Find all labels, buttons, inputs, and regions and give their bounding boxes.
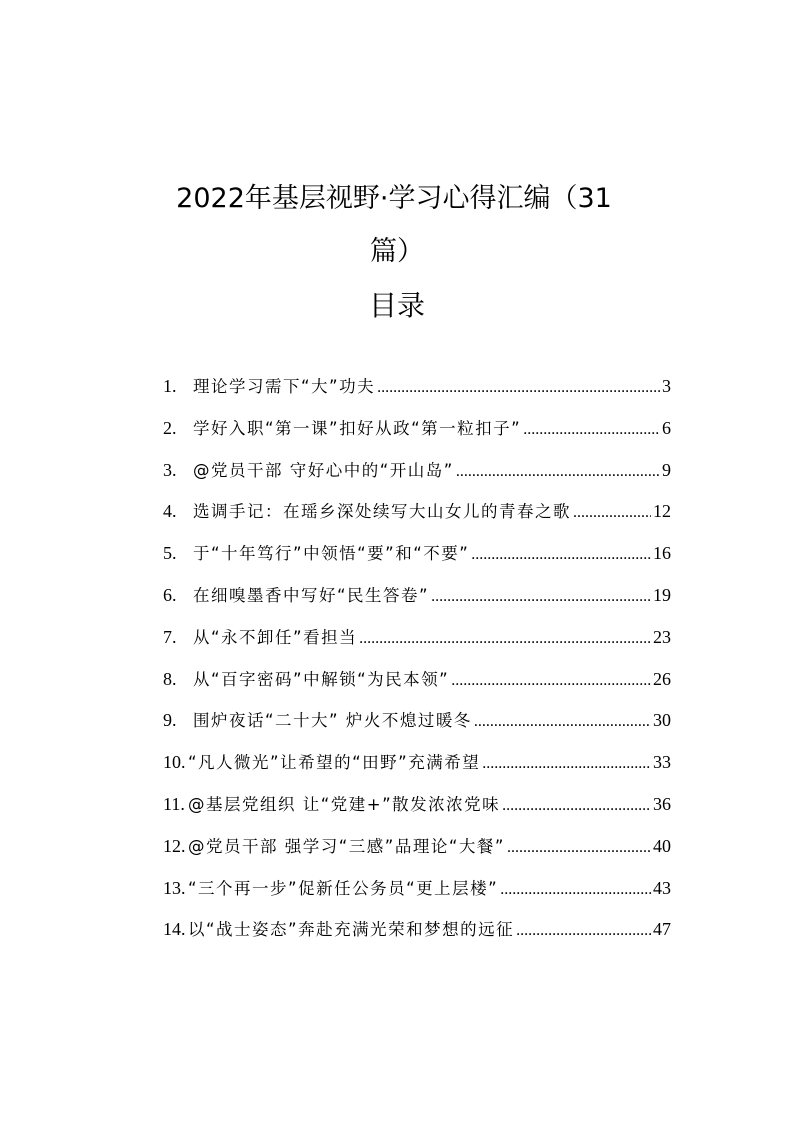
toc-dot-leader [471, 540, 651, 570]
toc-entry-number: 13. [163, 877, 186, 898]
toc-entry[interactable] [163, 622, 671, 664]
toc-entry-number: 2. [163, 417, 177, 438]
toc-entry[interactable] [163, 496, 671, 538]
toc-entry[interactable] [163, 664, 671, 706]
toc-entry[interactable] [163, 914, 671, 956]
toc-entry-page-number: 23 [653, 626, 671, 647]
toc-dot-leader [507, 833, 651, 863]
toc-entry-title: 从“永不卸任”看担当 [193, 627, 358, 647]
toc-dot-leader [431, 582, 651, 612]
toc-entry[interactable] [163, 873, 671, 915]
toc-entry-title: 以“战士姿态”奔赴充满光荣和梦想的远征 [188, 920, 515, 940]
toc-entry-number: 1. [163, 376, 177, 396]
toc-entry-number: 7. [163, 626, 177, 647]
toc-entry-page-number: 47 [653, 919, 671, 940]
toc-entry-title: @党员干部 守好心中的“开山岛” [193, 460, 454, 480]
toc-entry[interactable] [163, 538, 671, 580]
toc-entry[interactable] [163, 455, 671, 497]
toc-entry-title: “三个再一步”促新任公务员“更上层楼” [188, 878, 499, 898]
toc-dot-leader [573, 498, 651, 528]
toc-entry-number: 9. [163, 710, 177, 731]
toc-dot-leader [523, 415, 660, 445]
toc-entry-title: 理论学习需下“大”功夫 [193, 377, 376, 396]
toc-entry-title: 从“百字密码”中解锁“为民本领” [193, 669, 450, 689]
toc-entry-number: 11. [163, 793, 185, 814]
toc-dot-leader [451, 666, 651, 696]
toc-dot-leader [377, 373, 660, 403]
toc-entry-number: 8. [163, 668, 177, 689]
toc-entry-title: “凡人微光”让希望的“田野”充满希望 [188, 753, 481, 773]
toc-entry-number: 5. [163, 543, 177, 564]
toc-dot-leader [359, 624, 651, 654]
toc-entry-title: 选调手记：在瑶乡深处续写大山女儿的青春之歌 [193, 502, 571, 522]
toc-dot-leader [482, 749, 651, 779]
toc-entry-title: @党员干部 强学习“三感”品理论“大餐” [188, 836, 505, 856]
table-of-contents [163, 371, 671, 956]
toc-entry-page-number: 33 [653, 752, 671, 773]
toc-dot-leader [516, 916, 651, 946]
toc-entry[interactable] [163, 831, 671, 873]
toc-entry-page-number: 6 [662, 417, 671, 438]
toc-entry-title: 在细嗅墨香中写好“民生答卷” [193, 585, 430, 605]
toc-entry-page-number: 40 [653, 835, 671, 856]
toc-entry-page-number: 43 [653, 877, 671, 898]
toc-entry-page-number: 12 [653, 501, 671, 522]
toc-entry-number: 4. [163, 501, 177, 522]
toc-entry-page-number: 9 [662, 459, 671, 480]
toc-entry-number: 14. [163, 919, 186, 940]
toc-entry-title: 围炉夜话“二十大” 炉火不熄过暖冬 [193, 711, 472, 731]
toc-entry[interactable] [163, 371, 671, 413]
toc-dot-leader [502, 791, 651, 821]
toc-dot-leader [456, 457, 660, 487]
toc-entry-title: 学好入职“第一课”扣好从政“第一粒扣子” [193, 418, 522, 438]
toc-heading: 目录 [368, 289, 425, 322]
toc-entry-title: @基层党组织 让“党建+”散发浓浓党味 [188, 794, 501, 814]
toc-entry-page-number: 3 [662, 376, 671, 396]
toc-entry[interactable] [163, 747, 671, 789]
toc-entry-number: 3. [163, 459, 177, 480]
document-title-line-1: 2022年基层视野·学习心得汇编（31 [176, 183, 612, 214]
toc-entry-number: 10. [163, 752, 186, 773]
toc-entry-page-number: 30 [653, 710, 671, 731]
toc-dot-leader [500, 875, 651, 905]
toc-entry-page-number: 26 [653, 668, 671, 689]
toc-entry-page-number: 16 [653, 543, 671, 564]
toc-entry-title: 于“十年笃行”中领悟“要”和“不要” [193, 544, 470, 564]
toc-entry-number: 12. [163, 835, 186, 856]
document-title-line-2: 篇） [370, 236, 424, 267]
toc-entry-page-number: 36 [653, 793, 671, 814]
toc-entry[interactable] [163, 705, 671, 747]
toc-dot-leader [474, 707, 651, 737]
toc-entry-number: 6. [163, 584, 177, 605]
toc-entry[interactable] [163, 789, 671, 831]
toc-entry-page-number: 19 [653, 584, 671, 605]
toc-entry[interactable] [163, 413, 671, 455]
toc-entry[interactable] [163, 580, 671, 622]
